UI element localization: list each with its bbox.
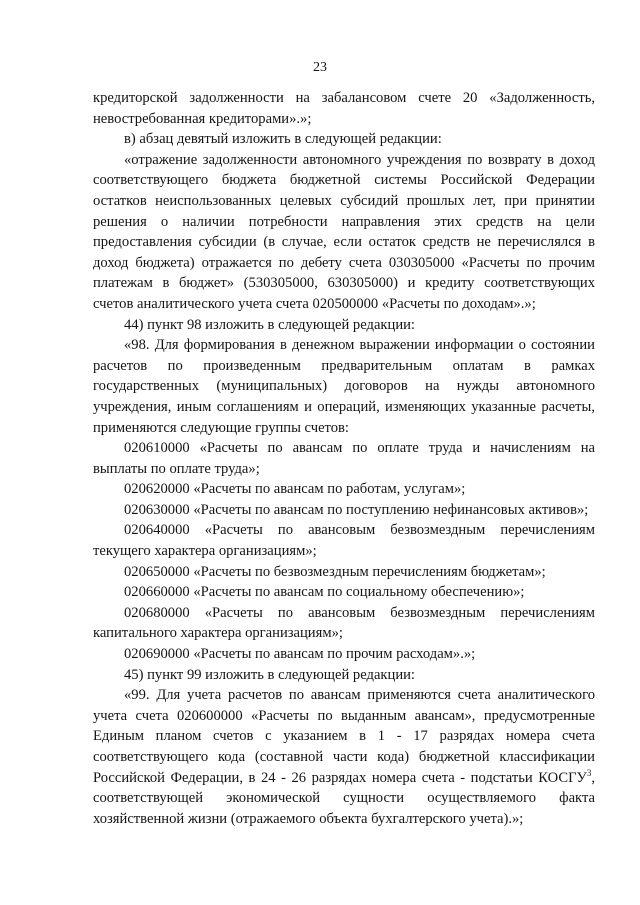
paragraph-point-99-part1: «99. Для учета расчетов по авансам применяются счета аналитического учета счета 020600000 «Расчеты по выданным авансам», предусмотренные Единым планом счетов с указанием в 1 - 17 разрядах номера счета соответствующего кода (составной части кода) бюджетной классификации Российской Федерации, в 24 - 26 разрядах номера счета - подстатьи КОСГУ bbox=[93, 687, 595, 786]
account-020610000: 020610000 «Расчеты по авансам по оплате труда и начислениям на выплаты по оплате труда»; bbox=[93, 440, 595, 477]
paragraph-point-99-part2: , соответствующей экономической сущности осуществляемого факта хозяйственной жизни (отражаемого объекта бухгалтерского учета).»; bbox=[93, 769, 595, 827]
account-020640000: 020640000 «Расчеты по авансовым безвозмездным перечислениям текущего характера организациям»; bbox=[93, 522, 595, 560]
account-020690000: 020690000 «Расчеты по авансам по прочим расходам».»; bbox=[124, 646, 476, 663]
paragraph-new-wording-9: «отражение задолженности автономного учреждения по возврату в доход соответствующего бюджета бюджетной системы Российской Федерации остатков неиспользованных целевых субсидий прошлых лет, при принятии решения о наличии потребности направления этих средств на цели предоставления субсидии (в случае, если остаток средств не перечислялся в доход бюджета) отражается по дебету счета 030305000 «Расчеты по прочим платежам в бюджет» (530305000, 630305000) и кредиту соответствующих счетов аналитического учета счета 020500000 «Расчеты по доходам».»; bbox=[93, 151, 595, 312]
footnote-marker: 3 bbox=[586, 767, 592, 778]
account-020660000: 020660000 «Расчеты по авансам по социальному обеспечению»; bbox=[124, 584, 525, 601]
account-020630000: 020630000 «Расчеты по авансам по поступлению нефинансовых активов»; bbox=[124, 501, 589, 518]
account-020680000: 020680000 «Расчеты по авансовым безвозмездным перечислениям капитального характера организациям»; bbox=[93, 604, 595, 642]
document-body bbox=[93, 88, 595, 829]
page-number: 23 bbox=[313, 60, 327, 75]
paragraph-subclause-v: в) абзац девятый изложить в следующей редакции: bbox=[124, 131, 442, 148]
account-020620000: 020620000 «Расчеты по авансам по работам, услугам»; bbox=[124, 481, 466, 498]
paragraph-point-98: «98. Для формирования в денежном выражении информации о состоянии расчетов по произведенным предварительным оплатам в рамках государственных (муниципальных) договоров на нужды автономного учреждения, иным соглашениям и операций, изменяющих указанные расчеты, применяются следующие группы счетов: bbox=[93, 337, 595, 436]
paragraph-item-44: 44) пункт 98 изложить в следующей редакции: bbox=[124, 316, 415, 333]
account-020650000: 020650000 «Расчеты по безвозмездным перечислениям бюджетам»; bbox=[124, 563, 546, 580]
paragraph-item-45: 45) пункт 99 изложить в следующей редакции: bbox=[124, 666, 415, 683]
paragraph-continuation: кредиторской задолженности на забалансовом счете 20 «Задолженность, невостребованная кредиторами».»; bbox=[93, 90, 595, 127]
paragraph-point-99 bbox=[93, 685, 595, 829]
